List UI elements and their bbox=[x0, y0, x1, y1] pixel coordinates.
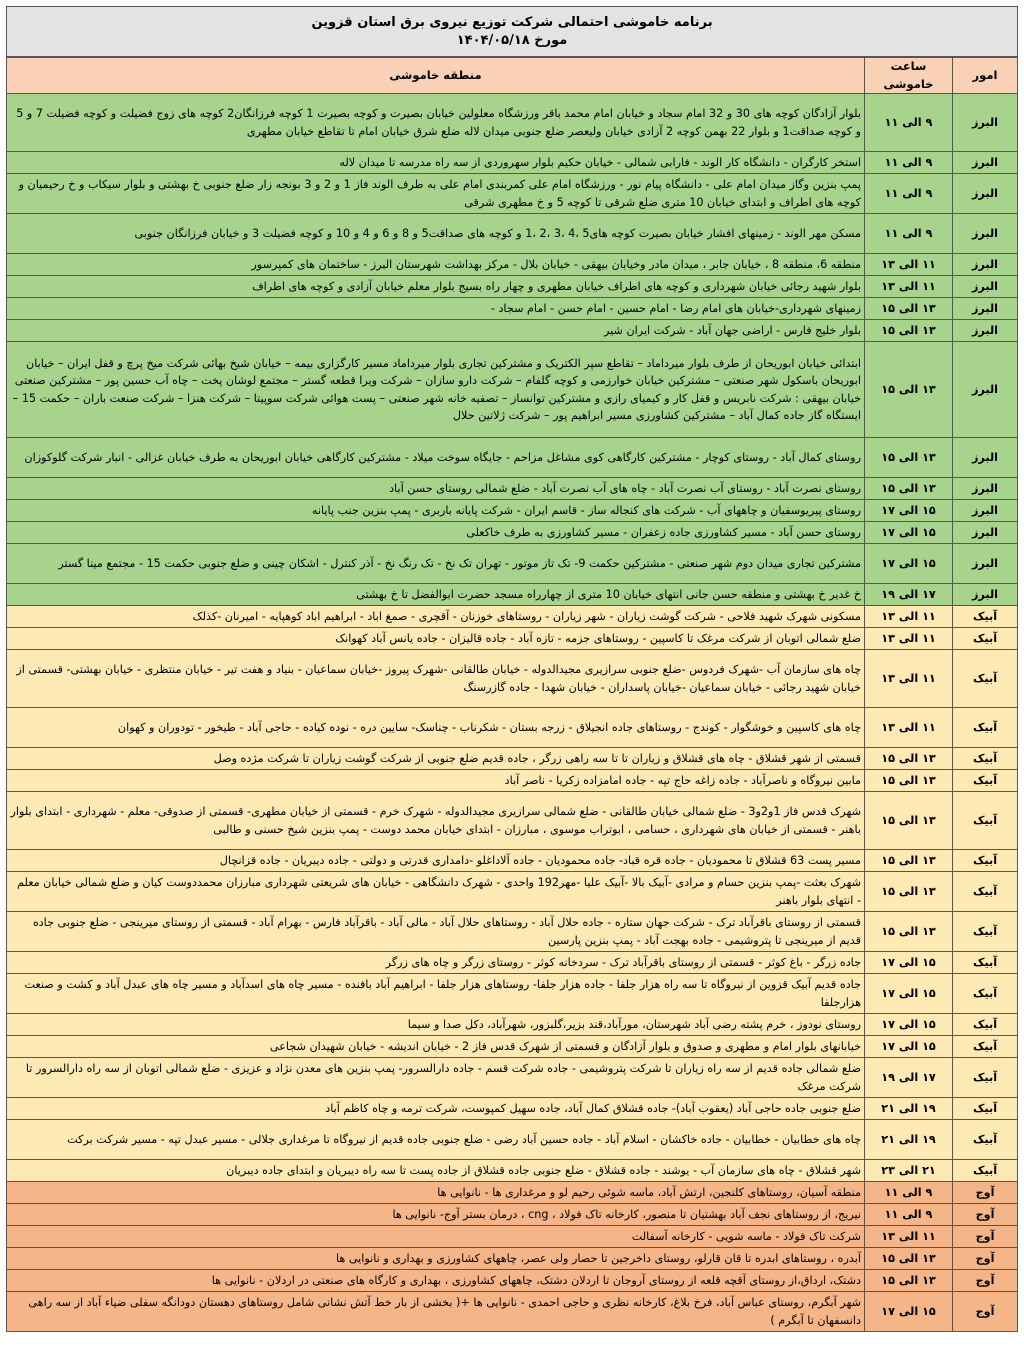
time-cell: ۹ الی ۱۱ bbox=[865, 1204, 953, 1226]
area-cell: شهر آبگرم، روستای عباس آباد، فرخ بلاغ، کارخانه نظری و حاجی احمدی - نانوایی ها +( بخشی از بار خط آتش نشانی شامل روستاهای دهستان دودانگه سفلی ضیاء آباد از سه راهی دانسفهان تا آبگرم ) bbox=[7, 1292, 865, 1332]
region-cell: آوج bbox=[953, 1226, 1018, 1248]
header-time: ساعت خاموشی bbox=[865, 58, 953, 94]
table-row bbox=[7, 298, 1018, 320]
area-cell: روستای کمال آباد - روستای کوچار - مشترکین کارگاهی کوی مشاغل مزاحم - جایگاه سوخت میلاد - مشترکین کارگاهی خیابان ابوریحان به طرف خیابان غزالی - انبار شرکت گلوکوزان bbox=[7, 438, 865, 478]
table-row bbox=[7, 544, 1018, 584]
area-cell: پمپ بنزین وگاز میدان امام علی - دانشگاه پیام نور - ورزشگاه امام علی کمربندی امام علی به طرف الوند فاز 1 و 2 و 3 بونجه زار ضلع جنوبی خ بهشتی و بلوار سیکاب و خ رحیمیان و کوچه های اطراف و ابتدای خیابان 10 متری ضلع شرقی تا کوچه 5 و خ مطهری شرقی bbox=[7, 174, 865, 214]
area-cell: دشتک، ارداق،از روستای آقچه قلعه از روستای آروجان تا اردلان دشتک، چاههای کشاورزی ، بهداری و کارگاه های صنعتی در اردلان - نانوایی ها bbox=[7, 1270, 865, 1292]
region-cell: آبیک bbox=[953, 872, 1018, 912]
schedule-date: مورخ ۱۴۰۴/۰۵/۱۸ bbox=[456, 32, 568, 48]
area-cell: شرکت تاک فولاد - ماسه شویی - کارخانه آسفالت bbox=[7, 1226, 865, 1248]
time-cell: ۹ الی ۱۱ bbox=[865, 94, 953, 152]
area-cell: روستای پیریوسفیان و چاههای آب - شرکت های کنجاله ساز - قاسم ایران - شرکت پایانه باربری - پمپ بنزین جنب پایانه bbox=[7, 500, 865, 522]
table-row bbox=[7, 276, 1018, 298]
area-cell: ضلع جنوبی جاده حاجی آباد (یعقوب آباد)- جاده قشلاق کمال آباد، جاده سهیل کمپوست، شرکت ترمه و چاه کاظم آباد bbox=[7, 1098, 865, 1120]
area-cell: استخر کارگران - دانشگاه کار الوند - فارابی شمالی - خیابان حکیم بلوار سهروردی از سه راه مدرسه تا میدان لاله bbox=[7, 152, 865, 174]
table-row bbox=[7, 912, 1018, 952]
table-row bbox=[7, 1182, 1018, 1204]
time-cell: ۱۱ الی ۱۳ bbox=[865, 1226, 953, 1248]
area-cell: چاه های کاسپین و خوشگوار - کوندج - روستاهای جاده انجیلاق - زرجه بستان - شکرناب - چناسک- سایین دره - نوده کیاده - حاجی آباد - طیخور - تودوران و کهوان bbox=[7, 708, 865, 748]
table-row bbox=[7, 850, 1018, 872]
table-row bbox=[7, 708, 1018, 748]
time-cell: ۱۳ الی ۱۵ bbox=[865, 342, 953, 438]
area-cell: ابتدائی خیابان ابوریحان از طرف بلوار میرداماد – تقاطع سپر الکتریک و مشترکین تجاری بلوار میرداماد مسیر کارگزاری بیمه – خیابان شیخ بهائی شرکت میخ پرچ و قفل ایران – خیابان ابوریحان باسکول شهر صنعتی – مشترکین خیابان خوارزمی و کوچه گلفام – شرکت دارو سازان – شرکت ویرا قطعه گستر – مجتمع لوشان پخت – چاه آب حسین پور – مشترکین صنعتی خیابان بیهقی : شرکت نابریس و قفل کار و کیمیای رازی و مشترکین توانساز – تصفیه خانه شهر صنعتی – پست هوائی شرکت سوپیتا – شرکت هنزا – شرکت صنعت باران – حکمت 15 – ایستگاه گاز جاده کمال آباد – مشترکین کشاورزی مسیر ابراهیم پور – شرکت ژلاتین حلال bbox=[7, 342, 865, 438]
area-cell: منطقه 6، منطقه 8 ، خیابان جابر ، میدان مادر وخیابان بیهقی - خیابان بلال - مرکز بهداشت شهرستان البرز - ساختمان های کمپرسور bbox=[7, 254, 865, 276]
schedule-rows bbox=[7, 94, 1018, 1332]
time-cell: ۱۹ الی ۲۱ bbox=[865, 1120, 953, 1160]
blackout-schedule-sheet bbox=[6, 6, 1018, 1332]
table-row bbox=[7, 1014, 1018, 1036]
region-cell: البرز bbox=[953, 500, 1018, 522]
time-cell: ۹ الی ۱۱ bbox=[865, 1182, 953, 1204]
table-row bbox=[7, 214, 1018, 254]
region-cell: البرز bbox=[953, 544, 1018, 584]
table-row bbox=[7, 478, 1018, 500]
area-cell: روستای نصرت آباد - روستای آب نصرت آباد - چاه های آب نصرت آباد - ضلع شمالی روستای حسن آباد bbox=[7, 478, 865, 500]
region-cell: آبیک bbox=[953, 628, 1018, 650]
time-cell: ۱۵ الی ۱۷ bbox=[865, 974, 953, 1014]
table-row bbox=[7, 748, 1018, 770]
region-cell: آبیک bbox=[953, 708, 1018, 748]
area-cell: بلوار شهید رجائی خیابان شهرداری و کوچه های اطراف خیابان مطهری و چهار راه بسیج بلوار معلم خیابان آزادی و کوچه های اطراف bbox=[7, 276, 865, 298]
table-row bbox=[7, 174, 1018, 214]
area-cell: شهرک قدس فاز 1و2و3 - ضلع شمالی خیابان طالقانی - ضلع شمالی سرازیری مجیدالدوله - شهرک خرم - قسمتی از خیابان مطهری- قسمتی از صدوقی- معلم - شهرداری - ابتدای بلوار باهنر - قسمتی از خیابان های شهرداری ، حسامی ، ابوتراب موسوی ، مبارزان - ابتدای خیابان محمد دوست - پمپ بنزین شیخ حسنی و طالبی bbox=[7, 792, 865, 850]
time-cell: ۱۷ الی ۱۹ bbox=[865, 584, 953, 606]
table-row bbox=[7, 1204, 1018, 1226]
area-cell: منطقه آسیان، روستاهای کلنجین، ارتش آباد، ماسه شوئی رحیم لو و مرغداری ها - نانوایی ها bbox=[7, 1182, 865, 1204]
schedule-table bbox=[6, 57, 1018, 1332]
time-cell: ۱۵ الی ۱۷ bbox=[865, 544, 953, 584]
time-cell: ۱۵ الی ۱۷ bbox=[865, 1014, 953, 1036]
table-row bbox=[7, 438, 1018, 478]
area-cell: شهر قشلاق - چاه های سازمان آب - یوشند - جاده قشلاق - ضلع جنوبی جاده قشلاق از جاده پست تا سه راه دیبریان و ابتدای جاده دیبریان bbox=[7, 1160, 865, 1182]
time-cell: ۱۳ الی ۱۵ bbox=[865, 792, 953, 850]
table-row bbox=[7, 1226, 1018, 1248]
table-row bbox=[7, 522, 1018, 544]
area-cell: زمینهای شهرداری-خیابان های امام رضا - امام حسین - امام حسن - امام سجاد - bbox=[7, 298, 865, 320]
header-area: منطقه خاموشی bbox=[7, 58, 865, 94]
time-cell: ۱۳ الی ۱۵ bbox=[865, 872, 953, 912]
area-cell: قسمتی از شهر قشلاق - چاه های قشلاق و زیاران تا تا سه راهی زرگر ، جاده قدیم ضلع جنوبی از شرکت گوشت زیاران تا شرکت مژده وصل bbox=[7, 748, 865, 770]
area-cell: مسکونی شهرک شهید فلاحی - شرکت گوشت زیاران - شهر زیاران - روستاهای خوزنان - آقچری - صمغ اباد - ابراهیم اباد کوهپایه - امیرنان -کذلک bbox=[7, 606, 865, 628]
table-row bbox=[7, 770, 1018, 792]
time-cell: ۱۳ الی ۱۵ bbox=[865, 1248, 953, 1270]
time-cell: ۱۷ الی ۱۹ bbox=[865, 1058, 953, 1098]
region-cell: آبیک bbox=[953, 650, 1018, 708]
time-cell: ۱۳ الی ۱۵ bbox=[865, 912, 953, 952]
table-row bbox=[7, 1098, 1018, 1120]
region-cell: البرز bbox=[953, 94, 1018, 152]
area-cell: چاه های خطابیان - خطابیان - جاده خاکشان - اسلام آباد - جاده حسین آباد رضی - ضلع جنوبی جاده قدیم از نیروگاه تا مرغداری جلالی - مسیر عبدل تپه - مسیر شرکت برکت bbox=[7, 1120, 865, 1160]
region-cell: البرز bbox=[953, 254, 1018, 276]
time-cell: ۱۳ الی ۱۵ bbox=[865, 1270, 953, 1292]
area-cell: ضلع شمالی اتوبان از شرکت مرغک تا کاسپین - روستاهای جزمه - تازه آباد - جاده قالیزان - جاده یانس آباد کهوانک bbox=[7, 628, 865, 650]
region-cell: آبیک bbox=[953, 1160, 1018, 1182]
time-cell: ۱۳ الی ۱۵ bbox=[865, 478, 953, 500]
area-cell: ضلع شمالی جاده قدیم از سه راه زیاران تا شرکت پتروشیمی - جاده شرکت قسم - جاده دارالسرور- پمپ بنزین های معدن نژاد و عزیزی - ضلع شمالی اتوبان از سه راه دارالسرور تا شرکت مرغک bbox=[7, 1058, 865, 1098]
time-cell: ۱۱ الی ۱۳ bbox=[865, 276, 953, 298]
region-cell: البرز bbox=[953, 342, 1018, 438]
table-row bbox=[7, 320, 1018, 342]
table-row bbox=[7, 94, 1018, 152]
table-row bbox=[7, 650, 1018, 708]
region-cell: آبیک bbox=[953, 748, 1018, 770]
region-cell: آبیک bbox=[953, 792, 1018, 850]
area-cell: جاده زرگر - باغ کوثر - قسمتی از روستای باقرآباد ترک - سردخانه کوثر - روستای زرگر و چاه های زرگر bbox=[7, 952, 865, 974]
table-row bbox=[7, 1292, 1018, 1332]
region-cell: آوج bbox=[953, 1270, 1018, 1292]
title-banner bbox=[6, 6, 1018, 57]
header-row bbox=[7, 58, 1018, 94]
time-cell: ۲۱ الی ۲۳ bbox=[865, 1160, 953, 1182]
time-cell: ۱۱ الی ۱۳ bbox=[865, 254, 953, 276]
table-row bbox=[7, 872, 1018, 912]
time-cell: ۱۵ الی ۱۷ bbox=[865, 1292, 953, 1332]
table-row bbox=[7, 1120, 1018, 1160]
time-cell: ۱۳ الی ۱۵ bbox=[865, 298, 953, 320]
header-region: امور bbox=[953, 58, 1018, 94]
region-cell: البرز bbox=[953, 174, 1018, 214]
table-row bbox=[7, 500, 1018, 522]
region-cell: آبیک bbox=[953, 912, 1018, 952]
table-row bbox=[7, 952, 1018, 974]
table-row bbox=[7, 152, 1018, 174]
region-cell: آبیک bbox=[953, 850, 1018, 872]
time-cell: ۱۳ الی ۱۵ bbox=[865, 438, 953, 478]
region-cell: آبیک bbox=[953, 606, 1018, 628]
area-cell: مشترکین تجاری میدان دوم شهر صنعتی - مشترکین حکمت 9- تک تاز موتور - تهران تک نخ - تک رنگ نخ - آذر کنترل - اشکان چینی و ضلع جنوبی حکمت 15 - مجتمع مینا گستر bbox=[7, 544, 865, 584]
table-row bbox=[7, 974, 1018, 1014]
table-row bbox=[7, 1160, 1018, 1182]
table-row bbox=[7, 584, 1018, 606]
region-cell: آبیک bbox=[953, 1036, 1018, 1058]
table-row bbox=[7, 792, 1018, 850]
area-cell: مسیر پست 63 قشلاق تا محمودیان - جاده قره قباد- جاده محمودیان - جاده آلاداغلو -دامداری قدرتی و دولتی - جاده دیبریان - جاده قزانچال bbox=[7, 850, 865, 872]
time-cell: ۹ الی ۱۱ bbox=[865, 214, 953, 254]
region-cell: البرز bbox=[953, 276, 1018, 298]
region-cell: آبیک bbox=[953, 1098, 1018, 1120]
region-cell: البرز bbox=[953, 478, 1018, 500]
time-cell: ۱۵ الی ۱۷ bbox=[865, 500, 953, 522]
table-row bbox=[7, 628, 1018, 650]
region-cell: البرز bbox=[953, 438, 1018, 478]
time-cell: ۱۱ الی ۱۳ bbox=[865, 628, 953, 650]
table-row bbox=[7, 1058, 1018, 1098]
region-cell: آوج bbox=[953, 1248, 1018, 1270]
region-cell: آبیک bbox=[953, 974, 1018, 1014]
table-row bbox=[7, 254, 1018, 276]
table-row bbox=[7, 606, 1018, 628]
region-cell: البرز bbox=[953, 522, 1018, 544]
region-cell: البرز bbox=[953, 298, 1018, 320]
area-cell: نیریج، از روستاهای نجف آباد بهشتیان تا منصور، کارخانه تاک فولاد ، cng ، درمان بستر آوج- نانوایی ها bbox=[7, 1204, 865, 1226]
page-title: برنامه خاموشی احتمالی شرکت توزیع نیروی برق استان قزوین bbox=[311, 14, 713, 30]
table-row bbox=[7, 1270, 1018, 1292]
area-cell: روستای حسن آباد - مسیر کشاورزی جاده زعفران - مسیر کشاورزی به طرف خاکعلی bbox=[7, 522, 865, 544]
time-cell: ۱۵ الی ۱۷ bbox=[865, 952, 953, 974]
area-cell: بلوار آزادگان کوچه های 30 و 32 امام سجاد و خیابان امام محمد باقر ورزشگاه معلولین خیابان بصیرت و کوچه بصیرت 1 کوچه فرزانگان2 کوچه های زوج فضیلت و کوچه فضیلت 7 و 5 و کوچه صداقت1 و بلوار 22 بهمن کوچه 2 آزادی خیابان ولیعصر ضلع جنوبی میدان لاله ضلع شرق خیابان امام تا تقاطع خیابان مطهری bbox=[7, 94, 865, 152]
area-cell: خ غدیر خ بهشتی و منطقه حسن جانی انتهای خیابان 10 متری از چهارراه مسجد حضرت ابوالفضل تا خ بهشتی bbox=[7, 584, 865, 606]
time-cell: ۱۵ الی ۱۷ bbox=[865, 522, 953, 544]
time-cell: ۹ الی ۱۱ bbox=[865, 152, 953, 174]
time-cell: ۹ الی ۱۱ bbox=[865, 174, 953, 214]
time-cell: ۱۳ الی ۱۵ bbox=[865, 320, 953, 342]
area-cell: شهرک بعثت -پمپ بنزین حسام و مرادی -آبیک بالا -آبیک علیا -مهر192 واحدی - شهرک دانشگاهی - خیابان های شریعتی شهرداری مبارزان محمددوست کیان و ضلع شمالی خیابان معلم - انتهای بلوار باهنر bbox=[7, 872, 865, 912]
time-cell: ۱۳ الی ۱۵ bbox=[865, 850, 953, 872]
region-cell: آبیک bbox=[953, 770, 1018, 792]
time-cell: ۱۱ الی ۱۳ bbox=[865, 606, 953, 628]
region-cell: البرز bbox=[953, 152, 1018, 174]
time-cell: ۱۳ الی ۱۵ bbox=[865, 748, 953, 770]
table-row bbox=[7, 342, 1018, 438]
region-cell: آبیک bbox=[953, 1014, 1018, 1036]
region-cell: آبیک bbox=[953, 952, 1018, 974]
region-cell: آبیک bbox=[953, 1120, 1018, 1160]
region-cell: آبیک bbox=[953, 1058, 1018, 1098]
time-cell: ۱۵ الی ۱۷ bbox=[865, 1036, 953, 1058]
time-cell: ۱۱ الی ۱۳ bbox=[865, 708, 953, 748]
area-cell: روستای نودوز ، خرم پشته رضی آباد شهرستان، مورآباد،قند بزیر،گلبزور، شهرآباد، دکل صدا و سیما bbox=[7, 1014, 865, 1036]
region-cell: آوج bbox=[953, 1292, 1018, 1332]
region-cell: البرز bbox=[953, 214, 1018, 254]
area-cell: مسکن مهر الوند - زمینهای افشار خیابان بصیرت کوچه های5 ،4 ،3 ،2 ،1 و کوچه های صداقت5 و 8 و 6 و 4 و 10 و کوچه فضیلت 3 و خیابان فرزانگان جنوبی bbox=[7, 214, 865, 254]
time-cell: ۱۳ الی ۱۵ bbox=[865, 770, 953, 792]
region-cell: آوج bbox=[953, 1182, 1018, 1204]
area-cell: بلوار خلیج فارس - اراضی جهان آباد - شرکت ایران شیر bbox=[7, 320, 865, 342]
area-cell: چاه های سازمان آب -شهرک فردوس -ضلع جنوبی سرازیری مجیدالدوله - خیابان طالقانی -شهرک پیروز -خیابان سماعیان - بنیاد و هفت تیر - خیابان منتظری - خیابان بهشتی- قسمتی از خیابان شهید رجائی - خیابان سماعیان -خیابان پاسداران - خیابان شهدا - جاده گازرسنگ bbox=[7, 650, 865, 708]
time-cell: ۱۹ الی ۲۱ bbox=[865, 1098, 953, 1120]
area-cell: خیابانهای بلوار امام و مطهری و صدوق و بلوار آزادگان و قسمتی از شهرک قدس فاز 2 - خیابان اندیشه - خیابان شهیدان شجاعی bbox=[7, 1036, 865, 1058]
area-cell: مابین نیروگاه و ناصرآباد - جاده زاغه حاج تپه - جاده امامزاده زکریا - ناصر آباد bbox=[7, 770, 865, 792]
table-row bbox=[7, 1248, 1018, 1270]
region-cell: البرز bbox=[953, 320, 1018, 342]
table-row bbox=[7, 1036, 1018, 1058]
area-cell: قسمتی از روستای باقرآباد ترک - شرکت جهان ستاره - جاده حلال آباد - روستاهای حلال آباد - مالی آباد - باقرآباد فارس - بهرام آباد - قسمتی از روستای میرینجی - ضلع جنوبی جاده قدیم از میرینجی تا پتروشیمی - جاده بهجت آباد - پمپ بنزین پارسین bbox=[7, 912, 865, 952]
time-cell: ۱۱ الی ۱۳ bbox=[865, 650, 953, 708]
region-cell: البرز bbox=[953, 584, 1018, 606]
area-cell: آبدره ، روستاهای ابدره تا قان قارلو، روستای داخرجین تا حصار ولی عصر، چاههای کشاورزی و بهداری و نانوایی ها bbox=[7, 1248, 865, 1270]
region-cell: آوج bbox=[953, 1204, 1018, 1226]
area-cell: جاده قدیم آبیک قزوین از نیروگاه تا سه راه هزار جلفا - جاده هزار جلفا- روستاهای هزار جلفا - ابراهیم آباد بافنده - مسیر چاه های اسدآباد و مسیر چاه های عبدل آباد و کشت و صنعت هزارجلفا bbox=[7, 974, 865, 1014]
